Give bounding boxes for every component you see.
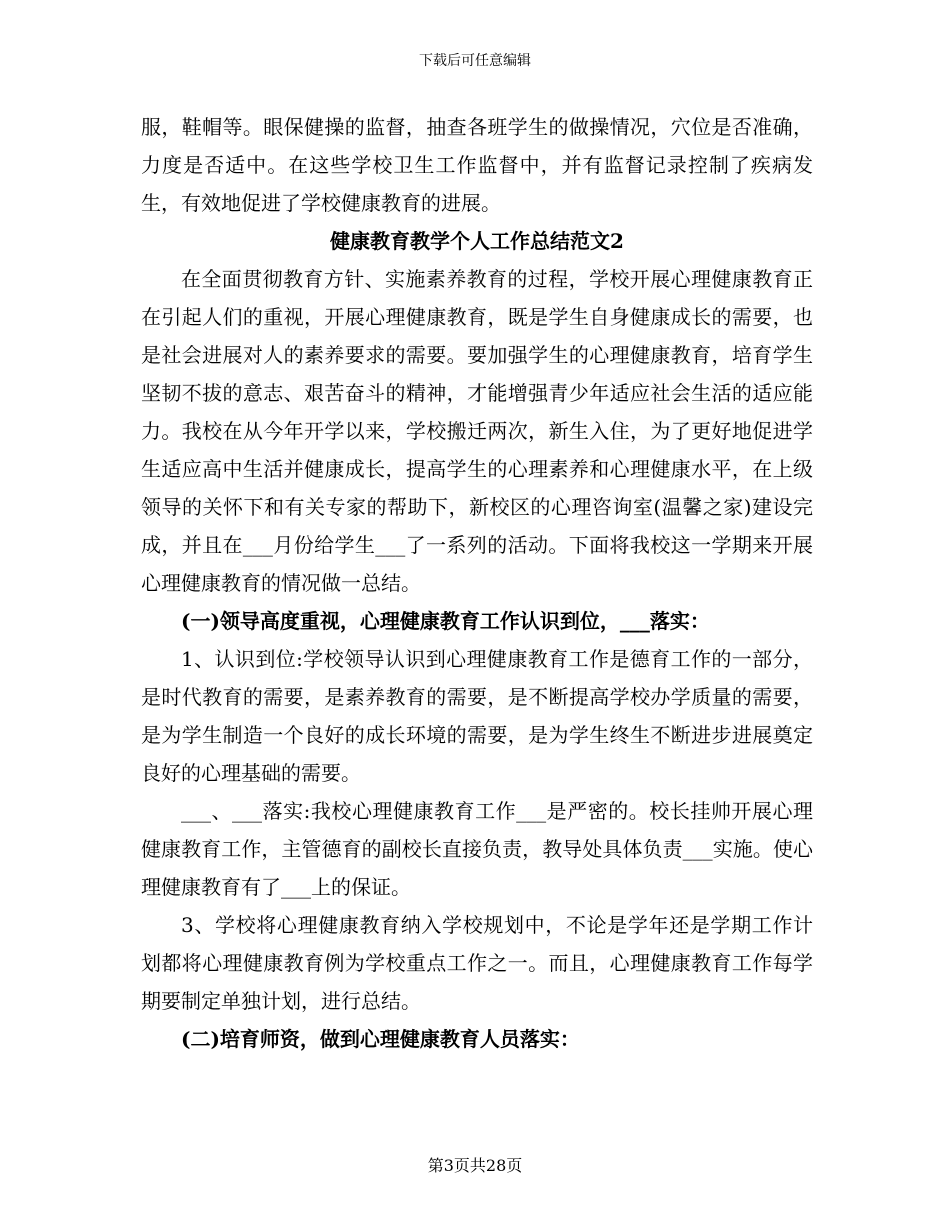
paragraph-item-1: 1、认识到位:学校领导认识到心理健康教育工作是德育工作的一部分，是时代教育的需要，是素养教育的需要，是不断提高学校办学质量的需要，是为学生制造一个良好的成长环境的需要，是为学生终生不断进步进展奠定良好的心理基础的需要。: [141, 647, 813, 785]
page-footer: 第3页共28页: [427, 1156, 523, 1175]
paragraph-item-3: 3、学校将心理健康教育纳入学校规划中，不论是学年还是学期工作计划都将心理健康教育例为学校重点工作之一。而且，心理健康教育工作每学期要制定单独计划，进行总结。: [141, 913, 813, 1013]
document-body: [141, 108, 813, 1058]
paragraph-continuation: 服，鞋帽等。眼保健操的监督，抽查各班学生的做操情况，穴位是否准确，力度是否适中。在这些学校卫生工作监督中，并有监督记录控制了疾病发生，有效地促进了学校健康教育的进展。: [141, 115, 813, 215]
subheading-2: (二)培育师资，做到心理健康教育人员落实：: [181, 1027, 580, 1051]
page-header: 下载后可任意编辑: [419, 53, 531, 69]
paragraph-intro: 在全面贯彻教育方针、实施素养教育的过程，学校开展心理健康教育正在引起人们的重视，开展心理健康教育，既是学生自身健康成长的需要，也是社会进展对人的素养要求的需要。要加强学生的心理健康教育，培育学生坚韧不拔的意志、艰苦奋斗的精神，才能增强青少年适应社会生活的适应能力。我校在从今年开学以来，学校搬迁两次，新生入住，为了更好地促进学生适应高中生活并健康成长，提高学生的心理素养和心理健康水平，在上级领导的关怀下和有关专家的帮助下，新校区的心理咨询室(温馨之家)建设完成，并且在___月份给学生___了一系列的活动。下面将我校这一学期来开展心理健康教育的情况做一总结。: [141, 267, 813, 595]
subheading-1: (一)领导高度重视，心理健康教育工作认识到位，___落实：: [181, 609, 710, 633]
paragraph-item-2: ___、___落实:我校心理健康教育工作___是严密的。校长挂帅开展心理健康教育工作，主管德育的副校长直接负责，教导处具体负责___实施。使心理健康教育有了___上的保证。: [141, 799, 813, 899]
section-title: 健康教育教学个人工作总结范文2: [330, 229, 624, 253]
